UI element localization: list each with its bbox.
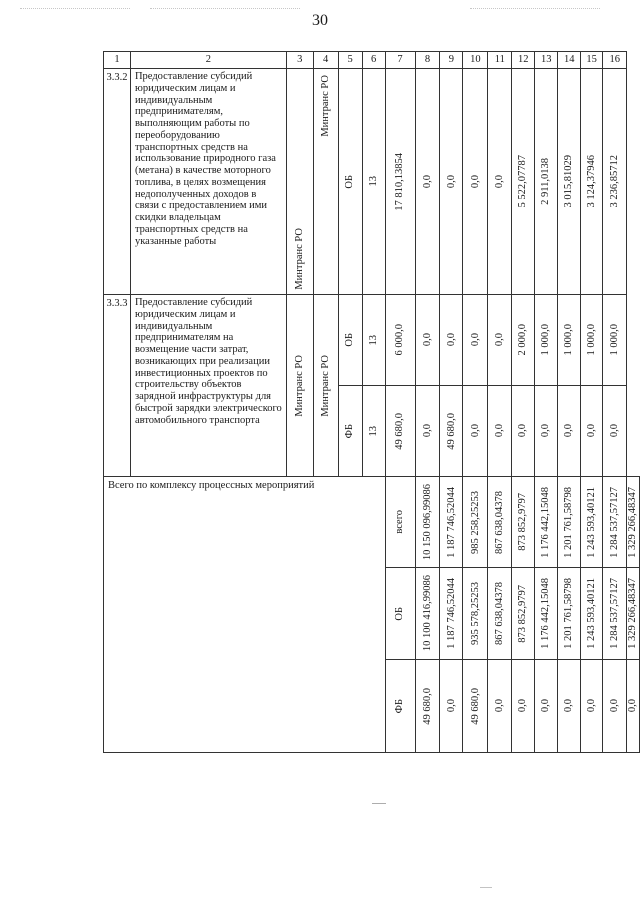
row-333-ob-val-11: 0,0: [488, 295, 512, 386]
row-333-fb-val-12: 0,0: [512, 386, 535, 477]
total-fb-val-16: 0,0: [603, 660, 627, 753]
row-333-fb-source: ФБ: [338, 386, 362, 477]
total-ob-val-12: 873 852,9797: [512, 568, 535, 660]
total-all-val-8: 10 150 096,99086: [415, 477, 440, 568]
total-all-val-17: 1 329 266,48347: [627, 477, 640, 568]
row-332-val-16: 3 236,85712: [603, 69, 627, 295]
total-fb-val-10: 49 680,0: [463, 660, 488, 753]
table-row-total-all: [104, 477, 640, 568]
header-col-7: 7: [385, 52, 415, 69]
row-332-col3: [286, 69, 313, 295]
scan-mark-bottom: [372, 803, 386, 804]
total-all-val-16: 1 284 537,57127: [603, 477, 627, 568]
total-ob-val-16: 1 284 537,57127: [603, 568, 627, 660]
header-col-10: 10: [463, 52, 488, 69]
table-row-333-ob: [104, 295, 640, 386]
row-333-col4-text: Минтранс РО: [319, 354, 331, 417]
header-col-13: 13: [535, 52, 558, 69]
row-333-ob-val-14: 1 000,0: [558, 295, 581, 386]
row-333-name: Предоставление субсидий юридическим лицам и индивидуальным предпринимателям на возмещение части затрат, возникающих при реализации инвестиционных проектов по строительству объектов зарядной инфраструктуры для быстрой зарядки электрического автомобильного транспорта: [130, 295, 286, 477]
header-col-12: 12: [512, 52, 535, 69]
row-332-val-8: 0,0: [415, 69, 440, 295]
row-332-val-13: 2 911,0138: [535, 69, 558, 295]
row-333-fb-val-14: 0,0: [558, 386, 581, 477]
row-333-fb-val-10: 0,0: [463, 386, 488, 477]
total-fb-val-14: 0,0: [558, 660, 581, 753]
total-fb-val-8: 49 680,0: [415, 660, 440, 753]
row-333-fb-val-16: 0,0: [603, 386, 627, 477]
scan-noise-right: [470, 8, 600, 11]
row-333-ob-col6: 13: [362, 295, 385, 386]
row-333-ob-val-8: 0,0: [415, 295, 440, 386]
total-all-source: всего: [385, 477, 415, 568]
header-col-9: 9: [440, 52, 463, 69]
row-333-fb-val-11: 0,0: [488, 386, 512, 477]
header-row: [104, 52, 640, 69]
header-col-1: 1: [104, 52, 131, 69]
row-332-code: 3.3.2: [104, 69, 131, 295]
total-ob-source: ОБ: [385, 568, 415, 660]
header-col-6: 6: [362, 52, 385, 69]
row-333-fb-val-7: 49 680,0: [385, 386, 415, 477]
row-333-col3-text: Минтранс РО: [293, 354, 305, 417]
row-333-fb-val-8: 0,0: [415, 386, 440, 477]
total-all-val-9: 1 187 746,52044: [440, 477, 463, 568]
total-all-val-13: 1 176 442,15048: [535, 477, 558, 568]
row-333-ob-val-15: 1 000,0: [581, 295, 603, 386]
header-col-3: 3: [286, 52, 313, 69]
row-332-val-14: 3 015,81029: [558, 69, 581, 295]
row-332-val-10: 0,0: [463, 69, 488, 295]
header-col-11: 11: [488, 52, 512, 69]
total-ob-val-11: 867 638,04378: [488, 568, 512, 660]
total-fb-source: ФБ: [385, 660, 415, 753]
row-333-ob-val-7: 6 000,0: [385, 295, 415, 386]
total-all-val-10: 985 258,25253: [463, 477, 488, 568]
total-fb-val-15: 0,0: [581, 660, 603, 753]
row-332-col3-text: Минтранс РО: [293, 228, 305, 290]
row-333-fb-val-9: 49 680,0: [440, 386, 463, 477]
header-col-5: 5: [338, 52, 362, 69]
header-col-16: 16: [603, 52, 627, 69]
row-333-ob-val-10: 0,0: [463, 295, 488, 386]
header-col-8: 8: [415, 52, 440, 69]
row-333-ob-val-9: 0,0: [440, 295, 463, 386]
total-all-val-14: 1 201 761,58798: [558, 477, 581, 568]
total-fb-val-17: 0,0: [627, 660, 640, 753]
total-ob-val-17: 1 329 266,48347: [627, 568, 640, 660]
scan-noise-middle: [150, 8, 300, 11]
row-333-ob-val-12: 2 000,0: [512, 295, 535, 386]
total-all-val-11: 867 638,04378: [488, 477, 512, 568]
header-col-14: 14: [558, 52, 581, 69]
row-332-val-15: 3 124,37946: [581, 69, 603, 295]
row-333-fb-col6: 13: [362, 386, 385, 477]
scan-mark-footer: [480, 887, 492, 888]
row-333-fb-val-15: 0,0: [581, 386, 603, 477]
total-fb-val-11: 0,0: [488, 660, 512, 753]
row-332-val-12: 5 522,07787: [512, 69, 535, 295]
row-333-code: 3.3.3: [104, 295, 131, 477]
row-333-fb-val-13: 0,0: [535, 386, 558, 477]
row-332-name: Предоставление субсидий юридическим лицам и индивидуальным предпринимателям, выполняющим работы по переоборудованию транспортных средств на использование природного газа (метана) в качестве моторного топлива, в целях возмещения недополученных доходов в связи с предоставлением ими скидки владельцам транспортных средств на указанные работы: [130, 69, 286, 295]
row-332-val-7: 17 810,13854: [385, 69, 415, 295]
table-row-332: [104, 69, 640, 295]
header-col-4: 4: [313, 52, 338, 69]
row-332-col4-text: Минтранс РО: [319, 75, 331, 137]
total-ob-val-9: 1 187 746,52044: [440, 568, 463, 660]
row-333-ob-source: ОБ: [338, 295, 362, 386]
program-table: [103, 51, 640, 753]
header-col-2: 2: [130, 52, 286, 69]
row-332-col4: [313, 69, 338, 295]
row-333-col4: [313, 295, 338, 477]
total-fb-val-12: 0,0: [512, 660, 535, 753]
row-332-val-11: 0,0: [488, 69, 512, 295]
total-fb-val-13: 0,0: [535, 660, 558, 753]
row-333-ob-val-13: 1 000,0: [535, 295, 558, 386]
total-ob-val-15: 1 243 593,40121: [581, 568, 603, 660]
total-ob-val-13: 1 176 442,15048: [535, 568, 558, 660]
total-ob-val-8: 10 100 416,99086: [415, 568, 440, 660]
header-col-15: 15: [581, 52, 603, 69]
row-333-ob-val-16: 1 000,0: [603, 295, 627, 386]
scan-noise-left: [20, 8, 130, 11]
row-332-col6: 13: [362, 69, 385, 295]
total-ob-val-10: 935 578,25253: [463, 568, 488, 660]
page-number: 30: [312, 12, 328, 29]
total-ob-val-14: 1 201 761,58798: [558, 568, 581, 660]
total-label: Всего по комплексу процессных мероприятий: [104, 477, 386, 753]
total-all-val-12: 873 852,9797: [512, 477, 535, 568]
total-all-val-15: 1 243 593,40121: [581, 477, 603, 568]
row-332-val-9: 0,0: [440, 69, 463, 295]
row-333-col3: [286, 295, 313, 477]
total-fb-val-9: 0,0: [440, 660, 463, 753]
row-332-source: ОБ: [338, 69, 362, 295]
